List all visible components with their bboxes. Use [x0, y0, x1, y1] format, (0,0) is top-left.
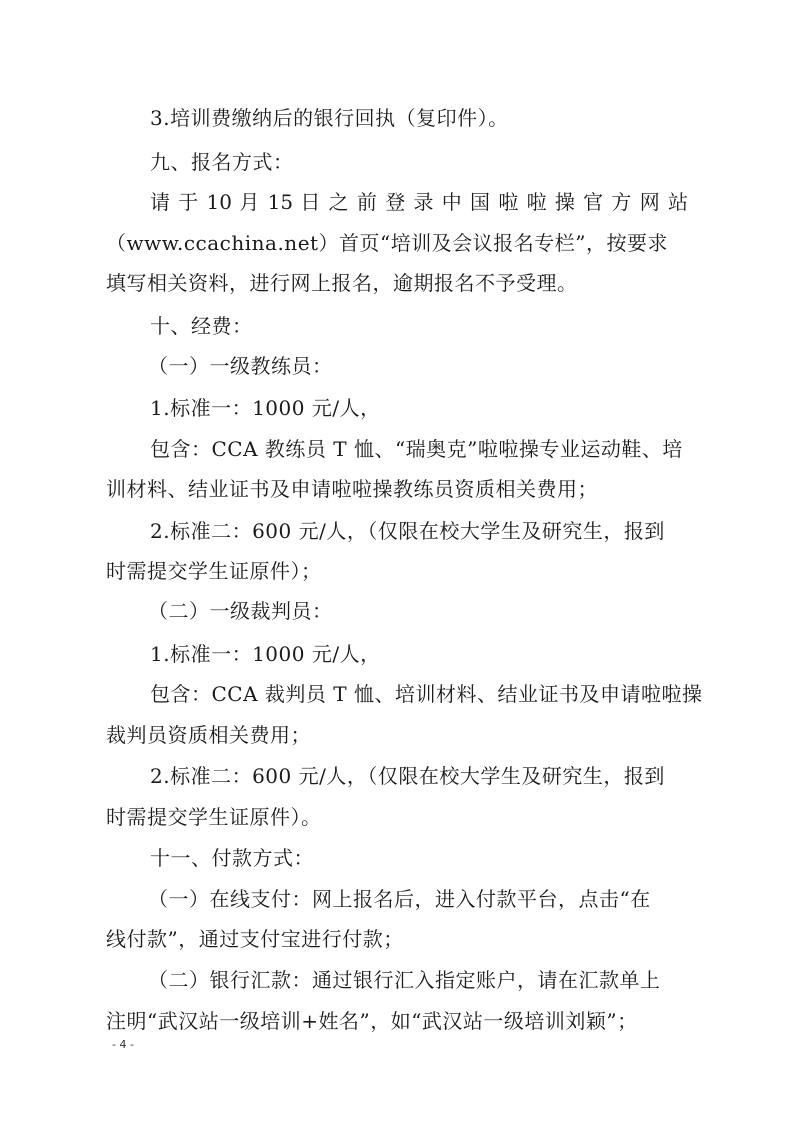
text-line: （一）在线支付：网上报名后，进入付款平台，点击“在: [148, 887, 651, 911]
section-heading-registration: 九、报名方式：: [150, 150, 294, 174]
text-line: 2.标准二：600 元/人，（仅限在校大学生及研究生，报到: [150, 764, 665, 788]
subsection-heading-referee: （二）一级裁判员：: [148, 599, 333, 623]
text-line: 线付款”，通过支付宝进行付款；: [106, 927, 404, 951]
page-number: - 4 -: [112, 1038, 134, 1051]
text-line: 裁判员资质相关费用；: [106, 723, 311, 747]
text-line: 训材料、结业证书及申请啦啦操教练员资质相关费用；: [106, 477, 598, 501]
text-line: 时需提交学生证原件）；: [106, 559, 322, 583]
text-line: 3.培训费缴纳后的银行回执（复印件）。: [150, 106, 509, 130]
section-heading-payment: 十一、付款方式：: [150, 846, 314, 870]
text-line: 1.标准一：1000 元/人，: [150, 396, 381, 420]
text-line: 时需提交学生证原件）。: [106, 805, 322, 829]
text-line: （www.ccachina.net）首页“培训及会议报名专栏”，按要求: [106, 231, 669, 255]
text-line: 1.标准一：1000 元/人，: [150, 642, 381, 666]
text-line: 包含：CCA 教练员 T 恤、“瑞奥克”啦啦操专业运动鞋、培: [150, 437, 683, 461]
text-line: 注明“武汉站一级培训+姓名”，如“武汉站一级培训刘颖”；: [106, 1009, 638, 1033]
text-line: 包含：CCA 裁判员 T 恤、培训材料、结业证书及申请啦啦操: [150, 682, 703, 706]
text-line: 请 于 10 月 15 日 之 前 登 录 中 国 啦 啦 操 官 方 网 站: [150, 190, 688, 214]
text-line: 填写相关资料，进行网上报名，逾期报名不予受理。: [106, 271, 578, 295]
subsection-heading-coach: （一）一级教练员：: [148, 354, 333, 378]
section-heading-fees: 十、经费：: [150, 314, 253, 338]
text-line: （二）银行汇款：通过银行汇入指定账户，请在汇款单上: [148, 968, 661, 992]
text-line: 2.标准二：600 元/人，（仅限在校大学生及研究生，报到: [150, 519, 665, 543]
